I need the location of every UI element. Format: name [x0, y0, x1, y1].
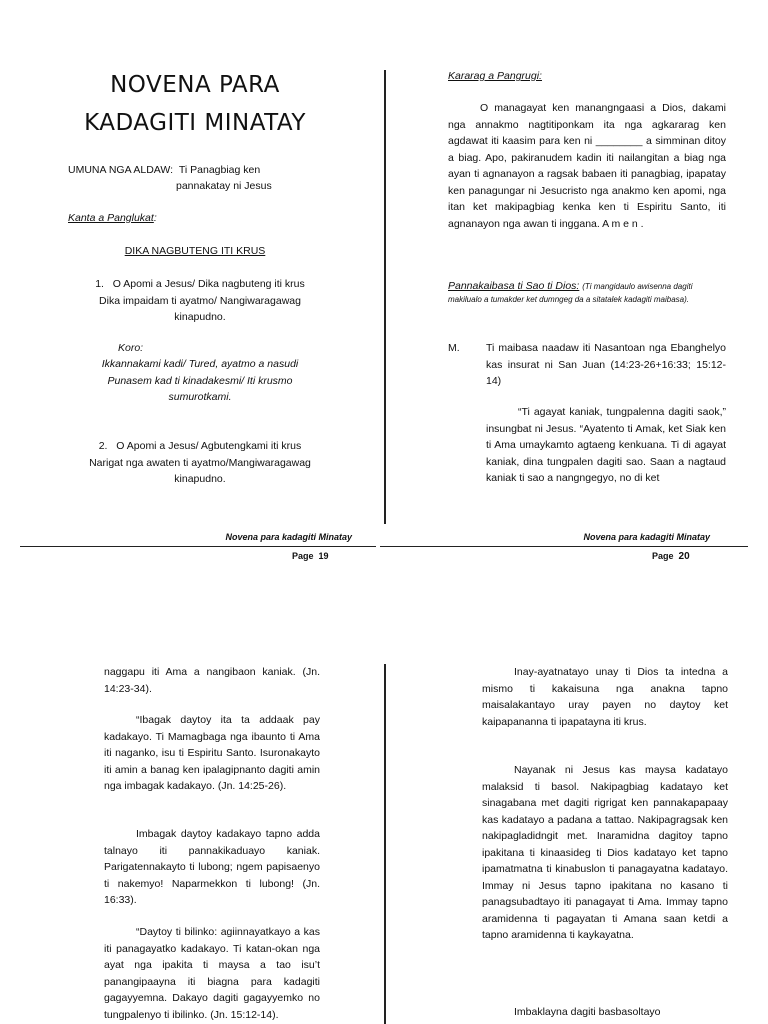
song-heading-text: Kanta a Panglukat	[68, 212, 154, 224]
page-20-number	[652, 551, 690, 562]
page-19-footer-rule	[20, 546, 376, 547]
reading-heading: Pannakaibasa ti Sao ti Dios:	[448, 280, 580, 292]
day-title-2: pannakatay ni Jesus	[176, 180, 272, 192]
m-label: M.	[448, 342, 460, 354]
verse-2-number: 2.	[98, 440, 108, 452]
reading-intro: Ti maibasa naadaw iti Nasantoan nga Ebanghelyo kas insurat ni San Juan (14:23-26+16:33; 15:12-14)	[486, 342, 726, 387]
song-title: DIKA NAGBUTENG ITI KRUS	[124, 245, 266, 257]
page-22-para-1: Inay-ayatnatayo unay ti Dios ta intedna a mismo ti kakaisuna nga anakna tapno maisalakantayo uray payen no daytoy ket kaipapananna ti ipapatayna iti krus.	[482, 666, 728, 728]
verse-1-line-1	[40, 276, 360, 293]
song-heading-colon: :	[153, 212, 157, 224]
verse-2-line-2: Narigat nga awaten ti ayatmo/Mangiwaragawag	[89, 456, 311, 469]
page-20-footer-rule	[380, 546, 748, 547]
verse-2-text-1: O Apomi a Jesus/ Agbutengkami iti krus	[116, 440, 302, 452]
verse-2-line-1	[40, 438, 360, 455]
verse-1	[40, 276, 360, 326]
opening-prayer-text: O managayat ken manangngaasi a Dios, dakami nga annakmo nagtitiponkam ita nga agkararag ken agdawat iti kaasim para ken ni ________ a simminan ditoy a biag. Apo, pakiranudem kadin iti nailangitan a biag nga ayan ti agnanayon a ragsak babaen iti panagbiag, ipapatay ken panagungar ni Jesucristo nga anakmo ken apomi, nga itan ket makipagbiag kenka ken ti Espiritu Santo, iti agnanayon nga awan ti inggana.	[448, 102, 726, 230]
title-line-1: NOVENA PARA	[110, 72, 280, 98]
page-21-para-3: “Daytoy ti bilinko: agiinnayatkayo a kas iti panagayatko kadakayo. Ti katan-okan nga ayat nga ipakita ti maysa a tao isu’t panangipaayna iti biagna para kadagiti gagayyemna. Dakayo dagiti gagayyemko no tungpalenyo ti ibilinko. (Jn. 15:12-14).	[104, 926, 320, 1021]
song-heading	[68, 210, 268, 227]
day-title-1: Ti Panagbiag ken	[178, 164, 261, 176]
page-20-label: Page	[652, 551, 674, 561]
page-20-footer: Novena para kadagiti Minatay	[583, 532, 710, 542]
page-21-para-1: “Ibagak daytoy ita ta addaak pay kadakayo. Ti Mamagbaga nga ibaunto ti Ama iti naganko, isu ti Espiritu Santo. Isuronakayto iti amin a banag ken ipalagipnanto dagiti amin nga imbagak kadakayo. (Jn. 14:25-26).	[104, 714, 320, 792]
verse-1-line-3: kinapudno.	[174, 311, 226, 323]
koro-label: Koro:	[118, 342, 144, 354]
opening-prayer	[448, 100, 726, 232]
koro-line-2: Punasem kad ti kinadakesmi/ Iti krusmo	[107, 374, 293, 387]
title-line-2: KADAGITI MINATAY	[84, 110, 306, 136]
page-21-para-2: Imbagak daytoy kadakayo tapno adda talnayo iti pannakikaduayo kaniak. Parigatennakayto ti lubong; ngem papisaenyo ti nakemyo! Naparmekkon ti lubong! (Jn. 16:33).	[104, 828, 320, 906]
koro-line-1: Ikkannakami kadi/ Tured, ayatmo a nasudi	[101, 358, 299, 370]
page-19-number	[292, 551, 329, 561]
column-divider-bottom	[384, 664, 386, 1024]
koro-text	[40, 356, 360, 406]
reading-heading-block	[448, 280, 728, 306]
page-19-num: 19	[318, 551, 329, 561]
column-divider-top	[384, 70, 386, 524]
page-22-para-3: Imbaklayna dagiti basbasoltayo	[514, 1006, 661, 1018]
verse-1-line-2: Dika impaidam ti ayatmo/ Nangiwaragawag	[99, 294, 301, 307]
page-19-label: Page	[292, 551, 314, 561]
gospel-quote: “Ti agayat kaniak, tungpalenna dagiti saok,” insungbat ni Jesus. “Ayatento ti Amak, ket Siak ken ti Ama umaykamto agtaeng kenkuana. Ti di agayat kaniak, dina tungpalen dagiti sao. Saan a nagtaud kaniak ti sao a nangngegyo, no di ket	[486, 406, 726, 484]
day-label: UMUNA NGA ALDAW:	[68, 164, 174, 176]
reading-note: (Ti mangidaulo awisenna dagiti makilualo a tumakder ket dumngeg da a sitatalek kadagiti maibasa).	[448, 282, 693, 304]
opening-prayer-heading: Kararag a Pangrugi:	[448, 70, 542, 82]
page-19-footer: Novena para kadagiti Minatay	[225, 532, 352, 542]
verse-2-line-3: kinapudno.	[174, 473, 226, 485]
page-21-para-0: naggapu iti Ama a nangibaon kaniak. (Jn. 14:23-34).	[104, 666, 320, 695]
koro-line-3: sumurotkami.	[168, 391, 232, 403]
page-22-para-2: Nayanak ni Jesus kas maysa kadatayo malaksid ti basol. Nakipagbiag kadatayo ket sinagabana met dagiti rigrigat ken pannakapapaay kas kadatayo a padana a tattao. Nakipagragsak ken nakipagladidngit met. Inaramidna dagitoy tapno ipakitana ti kinaasideg ti Dios kadatayo ket tapno ipamatmatna ti kinabuslon ti panagayatna kadatayo. Immay ni Jesus tapno ipakitana no kasano ti panagsubadtayo iti panagayat ti Ama. Immay tapno aramidenna ti pagayatan ti Amana saan ketdi a tapno aramidenna ti kaykayatna.	[482, 764, 728, 941]
amen: A m e n .	[602, 217, 644, 230]
verse-1-number: 1.	[95, 278, 104, 290]
verse-2	[40, 438, 360, 488]
verse-1-text-1: O Apomi a Jesus/ Dika nagbuteng iti krus	[112, 278, 305, 290]
day-heading	[68, 162, 368, 179]
page-20-num: 20	[678, 551, 690, 562]
